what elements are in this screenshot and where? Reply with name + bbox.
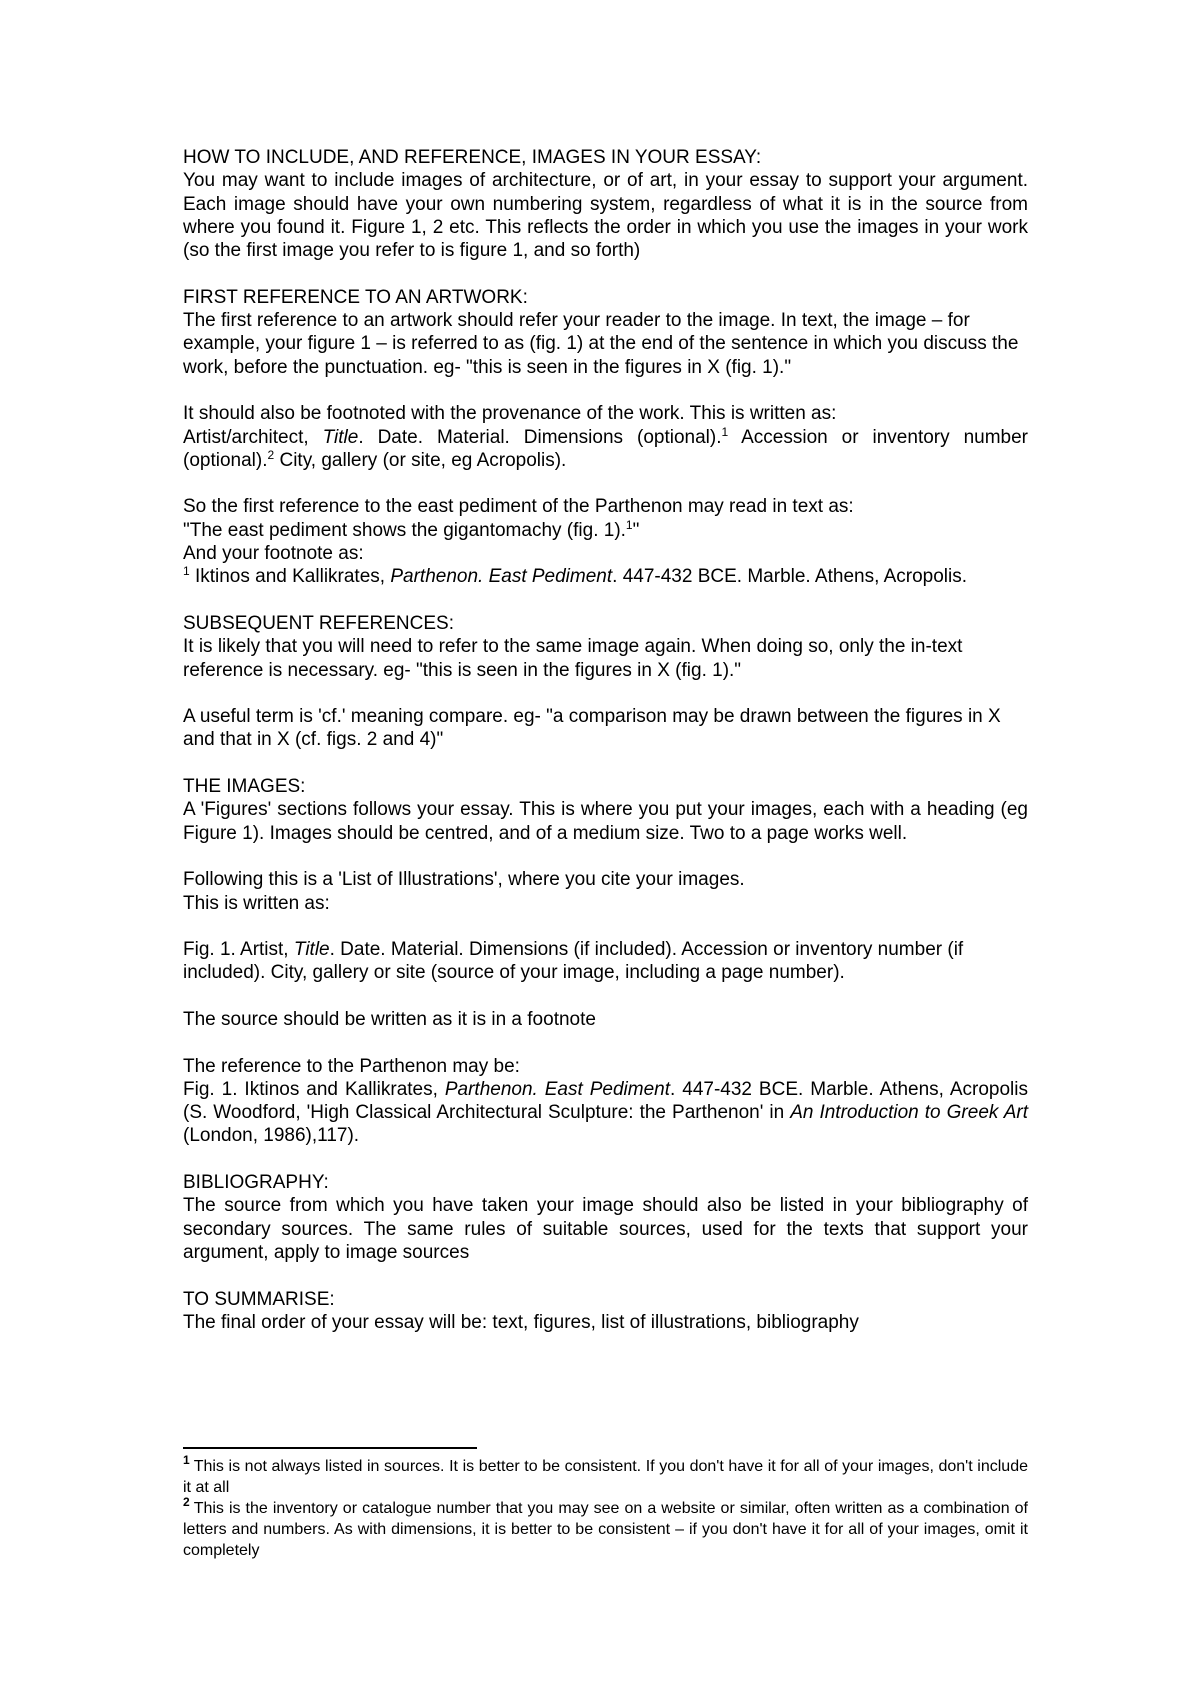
footnote-1: $^1$ This is not always listed in sources. It is better to be consistent. If you don't have it for all of your images, don't include it at all — [183, 1453, 1028, 1496]
footnotes — [183, 1453, 1028, 1561]
paragraph-subsequent: It is likely that you will need to refer to the same image again. When doing so, only the in-text reference is necessary. eg- "this is seen in the figures in X (fig. 1)." — [183, 636, 963, 681]
paragraph-footnote-label: And your footnote as: — [183, 543, 364, 565]
paragraph-example-intro: So the first reference to the east pediment of the Parthenon may read in text as: — [183, 496, 854, 518]
paragraph-cf: A useful term is 'cf.' meaning compare. eg- "a comparison may be drawn between the figures in X and that in X (cf. figs. 2 and 4)" — [183, 706, 1001, 751]
footnote-divider — [183, 1447, 477, 1449]
section-heading-subsequent: SUBSEQUENT REFERENCES: — [183, 612, 454, 634]
document-body — [183, 146, 1028, 1334]
section-heading-first-reference: FIRST REFERENCE TO AN ARTWORK: — [183, 286, 528, 308]
paragraph-written-as: This is written as: — [183, 892, 330, 914]
footnote-mark: 1 — [183, 1453, 190, 1468]
section-heading-summarise: TO SUMMARISE: — [183, 1288, 335, 1310]
paragraph-footnote-example: $^1$ Iktinos and Kallikrates, Parthenon. East Pediment. 447-432 BCE. Marble. Athens, Acropolis. — [183, 564, 968, 588]
paragraph-source-note: The source should be written as it is in a footnote — [183, 1008, 596, 1030]
paragraph-first-reference: The first reference to an artwork should refer your reader to the image. In text, the image – for example, your figure 1 – is referred to as (fig. 1) at the end of the sentence in which you discuss the work, before the punctuation. eg- "this is seen in the figures in X (fig. 1)." — [183, 310, 1019, 378]
footnote-ref-2: 2 — [267, 447, 275, 462]
paragraph-bibliography: The source from which you have taken your image should also be listed in your bibliography of secondary sources. The same rules of suitable sources, used for the texts that support your argument, apply to image sources — [183, 1195, 1028, 1263]
paragraph-ref-intro: The reference to the Parthenon may be: — [183, 1055, 520, 1077]
paragraph-ref-example: Fig. 1. Iktinos and Kallikrates, Parthenon. East Pediment. 447-432 BCE. Marble. Athens, Acropolis (S. Woodford, 'High Classical Architectural Sculpture: the Parthenon' in An Introduction to Greek Art (London, 1986),117). — [183, 1078, 1028, 1147]
section-heading-bibliography: BIBLIOGRAPHY: — [183, 1172, 329, 1194]
paragraph-footnote-intro: It should also be footnoted with the provenance of the work. This is written as: — [183, 403, 837, 425]
section-heading-images: THE IMAGES: — [183, 776, 306, 798]
paragraph-images: A 'Figures' sections follows your essay. This is where you put your images, each with a heading (eg Figure 1). Images should be centred, and of a medium size. Two to a page works well. — [183, 799, 1028, 844]
paragraph-example-text: "The east pediment shows the gigantomachy (fig. 1).$^1$" — [183, 517, 640, 541]
paragraph-list-intro: Following this is a 'List of Illustrations', where you cite your images. — [183, 869, 745, 891]
paragraph-citation-format: Artist/architect, Title. Date. Material. Dimensions (optional).$^1$ Accession or inventory number (optional).$^2$ City, gallery (or site, eg Acropolis). — [183, 424, 1028, 471]
footnote-ref-1: 1 — [721, 424, 729, 439]
footnote-mark: 2 — [183, 1495, 190, 1510]
paragraph-summarise: The final order of your essay will be: text, figures, list of illustrations, bibliography — [183, 1311, 859, 1333]
section-heading-include-images: HOW TO INCLUDE, AND REFERENCE, IMAGES IN YOUR ESSAY: — [183, 147, 762, 168]
paragraph-fig-format: Fig. 1. Artist, Title. Date. Material. Dimensions (if included). Accession or inventory number (if included). City, gallery or site (source of your image, including a page number). — [183, 939, 964, 984]
paragraph-include-images: You may want to include images of architecture, or of art, in your essay to support your argument. Each image should have your own numbering system, regardless of what it is in the source from where you found it. Figure 1, 2 etc. This reflects the order in which you use the images in your work (so the first image you refer to is figure 1, and so forth) — [183, 170, 1028, 262]
footnote-2: $^2$ This is the inventory or catalogue number that you may see on a website or similar, often written as a combination of letters and numbers. As with dimensions, it is better to be consistent – if you don't have it for all of your images, omit it completely — [183, 1495, 1028, 1559]
title-italic: Title — [322, 426, 359, 448]
